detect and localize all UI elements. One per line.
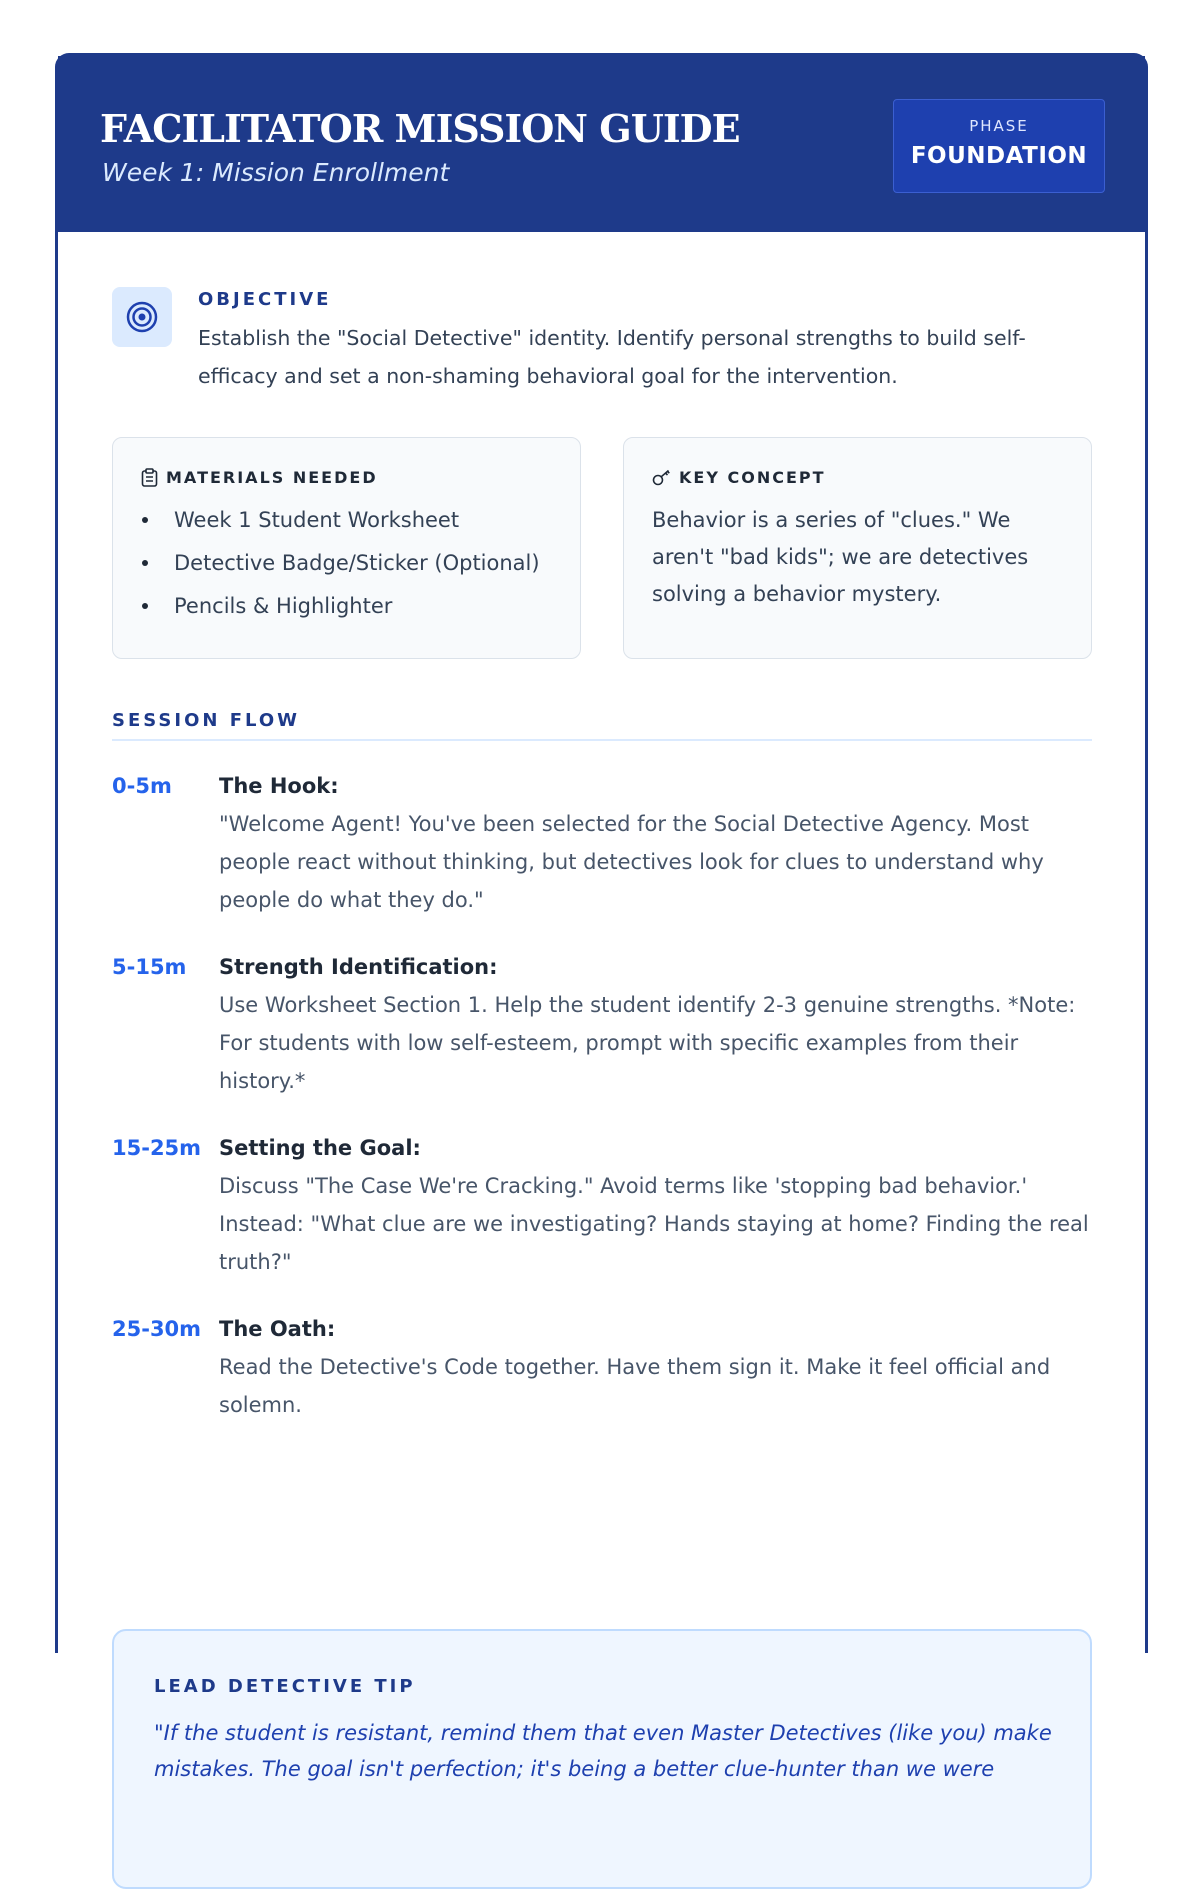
materials-list <box>141 502 540 631</box>
phase-value: FOUNDATION <box>910 143 1088 169</box>
phase-badge <box>893 99 1105 193</box>
step-heading: Strength Identification: <box>219 955 498 979</box>
tip-title: LEAD DETECTIVE TIP <box>154 1676 416 1697</box>
key-concept-heading <box>652 468 826 487</box>
step-description: Read the Detective's Code together. Have them sign it. Make it feel official and solemn. <box>219 1355 1051 1417</box>
step-description: Use Worksheet Section 1. Help the student identify 2-3 genuine strengths. *Note: For students with low self-esteem, prompt with specific examples from their history.* <box>219 993 1076 1093</box>
list-item: Week 1 Student Worksheet <box>141 502 540 545</box>
key-icon <box>652 469 671 486</box>
step-description: Discuss "The Case We're Cracking." Avoid terms like 'stopping bad behavior.' Instead: "What clue are we investigating? Hands staying at home? Finding the real truth?" <box>219 1174 1089 1274</box>
step-time: 15-25m <box>112 1136 202 1160</box>
flow-step <box>112 1310 1092 1424</box>
flow-step <box>112 948 1092 1100</box>
step-time: 25-30m <box>112 1317 202 1341</box>
materials-box <box>112 437 581 659</box>
step-time: 0-5m <box>112 774 172 798</box>
step-heading: The Hook: <box>219 774 339 798</box>
flow-step <box>112 1129 1092 1281</box>
header <box>58 56 1145 232</box>
session-flow-title: SESSION FLOW <box>112 710 300 731</box>
objective-text: Establish the "Social Detective" identity. Identify personal strengths to build self-efficacy and set a non-shaming behavioral goal for the intervention. <box>198 326 1026 388</box>
target-icon <box>112 287 172 347</box>
list-item: Pencils & Highlighter <box>141 588 540 631</box>
tip-text: "If the student is resistant, remind them that even Master Detectives (like you) make mistakes. The goal isn't perfection; it's being a better clue-hunter than we were <box>154 1721 1052 1781</box>
divider <box>112 739 1092 741</box>
session-flow-list <box>112 767 1092 1453</box>
page-title: FACILITATOR MISSION GUIDE <box>100 106 740 151</box>
key-concept-title: KEY CONCEPT <box>679 468 826 487</box>
mission-guide-card <box>55 53 1148 1781</box>
list-item: Detective Badge/Sticker (Optional) <box>141 545 540 588</box>
key-concept-text: Behavior is a series of "clues." We aren't "bad kids"; we are detectives solving a behavior mystery. <box>652 508 1029 606</box>
objective-section <box>112 287 1092 397</box>
step-time: 5-15m <box>112 955 187 979</box>
page-subtitle: Week 1: Mission Enrollment <box>102 158 450 187</box>
flow-step <box>112 767 1092 919</box>
lead-detective-tip <box>112 1629 1092 1889</box>
objective-title: OBJECTIVE <box>198 289 332 310</box>
step-description: "Welcome Agent! You've been selected for the Social Detective Agency. Most people react without thinking, but detectives look for clues to understand why people do what they do." <box>219 812 1044 912</box>
step-heading: Setting the Goal: <box>219 1136 421 1160</box>
materials-heading <box>141 468 378 487</box>
step-heading: The Oath: <box>219 1317 336 1341</box>
key-concept-box <box>623 437 1092 659</box>
materials-title: MATERIALS NEEDED <box>166 468 378 487</box>
phase-label: PHASE <box>969 117 1029 135</box>
clipboard-icon <box>141 468 158 487</box>
